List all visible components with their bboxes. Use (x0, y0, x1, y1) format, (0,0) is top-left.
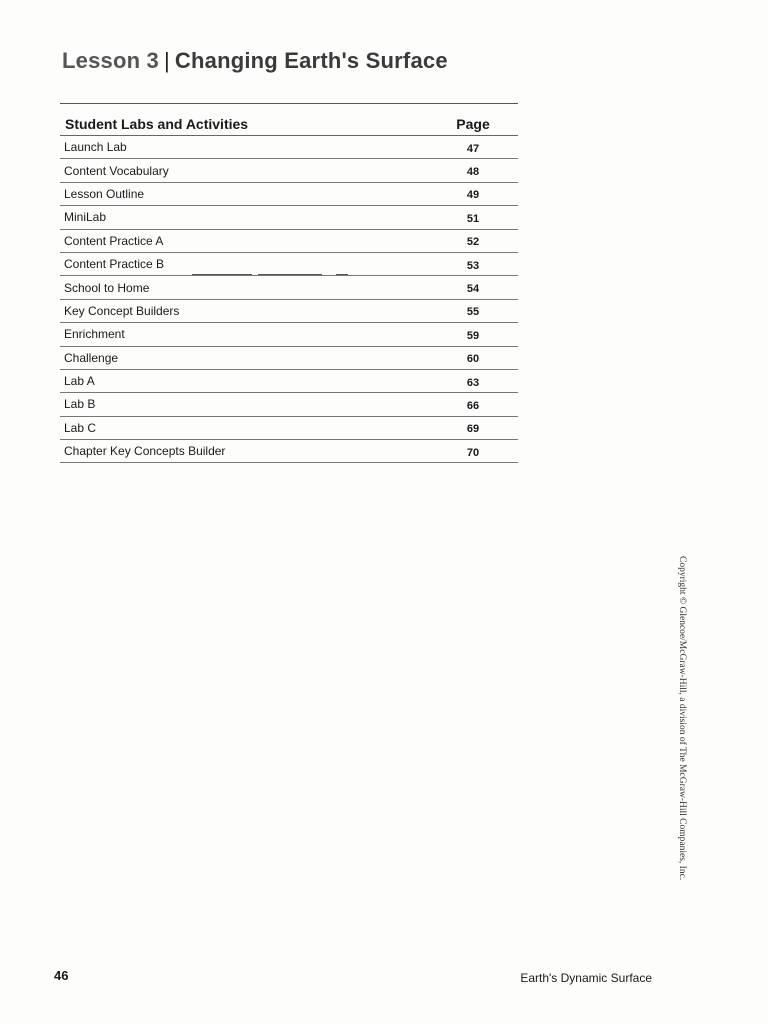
table-row (60, 370, 518, 393)
activity-page: 59 (466, 329, 480, 342)
activity-page: 55 (466, 306, 480, 319)
activity-page: 47 (466, 142, 480, 155)
activity-page: 48 (466, 166, 480, 179)
title-separator: | (163, 48, 170, 73)
page-number: 46 (54, 968, 69, 983)
scan-mark (192, 274, 252, 275)
table-row (60, 159, 518, 182)
table-body (60, 136, 518, 463)
activities-table (60, 103, 518, 463)
table-row (60, 440, 518, 463)
table-row (60, 206, 518, 229)
activity-page: 49 (466, 189, 480, 202)
activity-label: Content Vocabulary (64, 163, 169, 178)
activity-label: Content Practice A (64, 233, 164, 248)
activity-label: School to Home (64, 280, 150, 295)
lesson-heading (62, 48, 448, 74)
activity-page: 70 (466, 446, 480, 459)
table-row (60, 300, 518, 323)
table-row (60, 323, 518, 346)
table-row (60, 417, 518, 440)
activity-page: 66 (466, 399, 480, 412)
activity-label: Lab B (64, 397, 96, 412)
activity-label: Lesson Outline (64, 186, 145, 201)
lesson-title: Changing Earth's Surface (174, 48, 448, 73)
scan-mark (336, 274, 348, 275)
activity-label: Chapter Key Concepts Builder (64, 444, 226, 459)
activity-page: 52 (466, 236, 480, 249)
table-row (60, 230, 518, 253)
activity-page: 69 (466, 423, 480, 436)
table-row (60, 136, 518, 159)
activity-label: MiniLab (64, 210, 107, 225)
activity-label: Challenge (64, 350, 119, 365)
activity-page: 60 (466, 353, 480, 366)
activity-page: 63 (466, 376, 480, 389)
lesson-number: Lesson 3 (62, 48, 159, 73)
copyright-notice: Copyright © Glencoe/McGraw-Hill, a division of The McGraw-Hill Companies, Inc. (677, 556, 687, 881)
table-row (60, 183, 518, 206)
activity-label: Lab C (64, 420, 97, 435)
table-row (60, 393, 518, 416)
table-row (60, 276, 518, 299)
activity-page: 51 (466, 212, 480, 225)
column-header-activities: Student Labs and Activities (65, 116, 249, 132)
scan-mark (258, 274, 322, 275)
book-title: Earth's Dynamic Surface (520, 971, 652, 985)
activity-label: Enrichment (64, 327, 125, 342)
table-row (60, 347, 518, 370)
table-row (60, 253, 518, 276)
activity-label: Lab A (64, 374, 95, 389)
activity-label: Launch Lab (64, 140, 127, 155)
table-header (60, 104, 518, 136)
activity-label: Content Practice B (64, 257, 165, 272)
activity-page: 54 (466, 283, 480, 296)
column-header-page: Page (456, 116, 490, 132)
activity-label: Key Concept Builders (64, 303, 180, 318)
activity-page: 53 (466, 259, 480, 272)
